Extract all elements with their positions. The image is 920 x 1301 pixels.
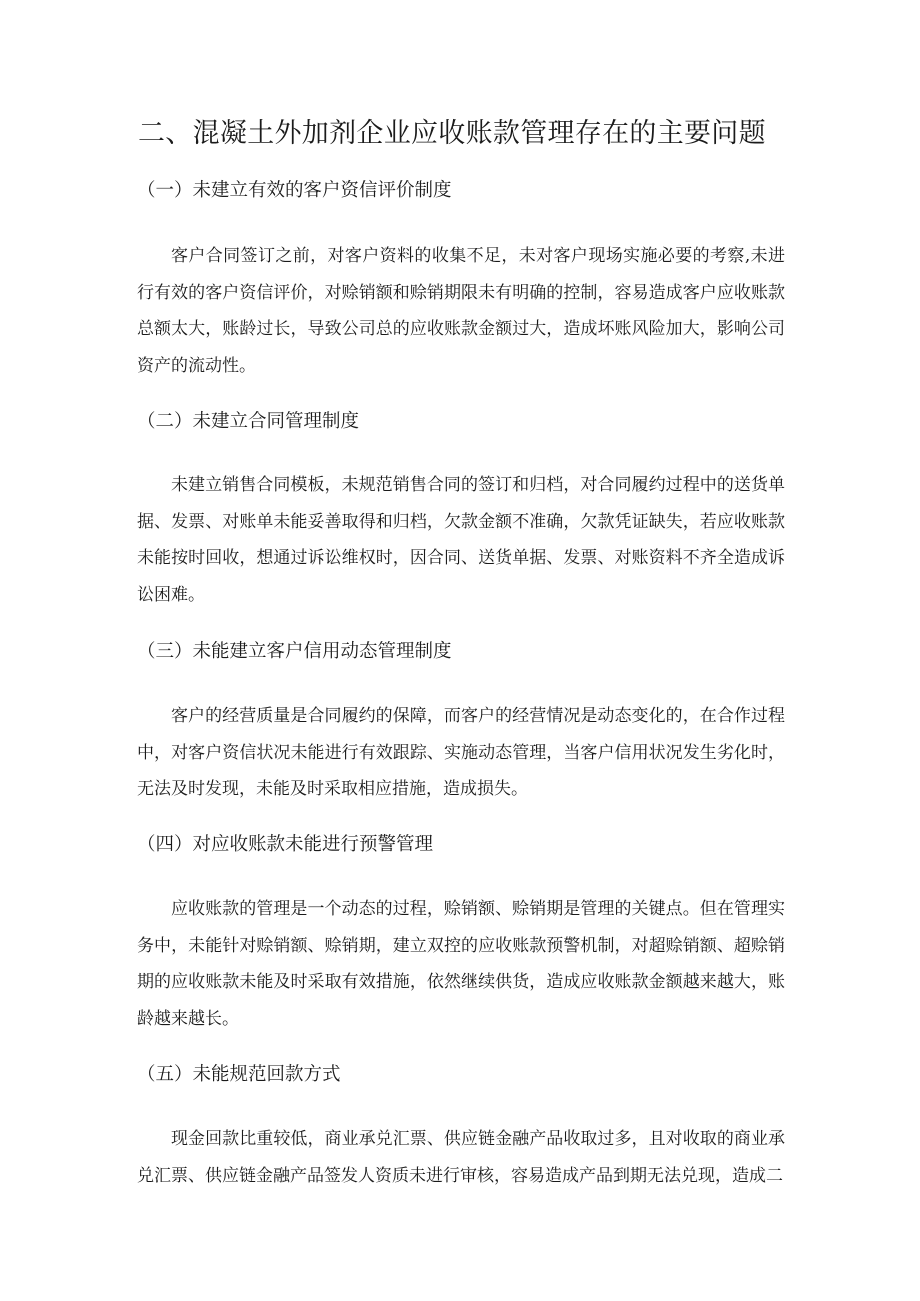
section-body-3: 客户的经营质量是合同履约的保障，而客户的经营情况是动态变化的，在合作过程中，对客户资信状况未能进行有效跟踪、实施动态管理，当客户信用状况发生劣化时，无法及时发现，未能及时采取相应措施，造成损失。 (137, 706, 785, 799)
section-heading-5: （五）未能规范回款方式 (137, 1064, 341, 1085)
section-body-4: 应收账款的管理是一个动态的过程，赊销额、赊销期是管理的关键点。但在管理实务中，未能针对赊销额、赊销期，建立双控的应收账款预警机制，对超赊销额、超赊销期的应收账款未能及时采取有效措施，依然继续供货，造成应收账款金额越来越大，账龄越来越长。 (137, 899, 785, 1029)
section-heading-3: （三）未能建立客户信用动态管理制度 (137, 641, 452, 662)
section-body-2: 未建立销售合同模板，未规范销售合同的签订和归档，对合同履约过程中的送货单据、发票、对账单未能妥善取得和归档，欠款金额不准确，欠款凭证缺失，若应收账款未能按时回收，想通过诉讼维权时，因合同、送货单据、发票、对账资料不齐全造成诉讼困难。 (137, 475, 785, 605)
section-heading-1: （一）未建立有效的客户资信评价制度 (137, 180, 452, 201)
section-heading-4: （四）对应收账款未能进行预警管理 (137, 834, 434, 855)
document-title: 二、混凝土外加剂企业应收账款管理存在的主要问题 (138, 118, 766, 149)
section-heading-2: （二）未建立合同管理制度 (137, 411, 360, 432)
section-body-1: 客户合同签订之前，对客户资料的收集不足，未对客户现场实施必要的考察,未进行有效的客户资信评价，对赊销额和赊销期限未有明确的控制，容易造成客户应收账款总额太大，账龄过长，导致公司总的应收账款金额过大，造成坏账风险加大，影响公司资产的流动性。 (137, 246, 785, 376)
section-body-5: 现金回款比重较低，商业承兑汇票、供应链金融产品收取过多，且对收取的商业承兑汇票、供应链金融产品签发人资质未进行审核，容易造成产品到期无法兑现，造成二 (137, 1129, 785, 1186)
